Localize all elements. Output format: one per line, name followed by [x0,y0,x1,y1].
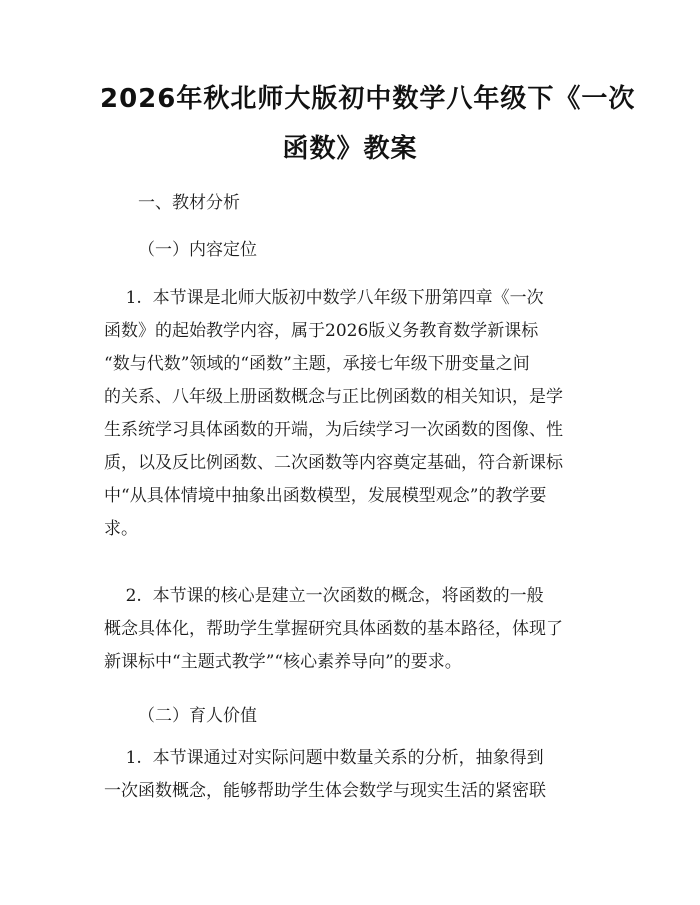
subsection-heading-educational-value: （二）育人价值 [138,706,257,726]
document-title-line-1: 2026年秋北师大版初中数学八年级下《一次 [100,84,636,114]
paragraph-3 [104,747,596,813]
paragraph-line: “数与代数”领域的“函数”主题，承接七年级下册变量之间 [104,354,530,374]
paragraph-line: 的关系、八年级上册函数概念与正比例函数的相关知识，是学 [104,387,563,407]
paragraph-line: 新课标中“主题式教学”“核心素养导向”的要求。 [104,652,462,672]
paragraph-2 [104,585,596,684]
paragraph-line: 2. 本节课的核心是建立一次函数的概念，将函数的一般 [104,586,544,606]
paragraph-line: 一次函数概念，能够帮助学生体会数学与现实生活的紧密联 [104,781,546,801]
paragraph-line: 1. 本节课是北师大版初中数学八年级下册第四章《一次 [104,288,544,308]
document-title-line-2: 函数》教案 [282,134,418,164]
paragraph-line: 求。 [104,519,138,539]
paragraph-1 [104,287,596,551]
paragraph-line: 中“从具体情境中抽象出函数模型，发展模型观念”的教学要 [104,486,547,506]
paragraph-line: 概念具体化，帮助学生掌握研究具体函数的基本路径，体现了 [104,619,563,639]
paragraph-line: 1. 本节课通过对实际问题中数量关系的分析，抽象得到 [104,748,544,768]
paragraph-line: 生系统学习具体函数的开端，为后续学习一次函数的图像、性 [104,420,563,440]
subsection-heading-content-positioning: （一）内容定位 [138,240,257,260]
section-heading: 一、教材分析 [138,193,240,213]
paragraph-line: 函数》的起始教学内容，属于2026版义务教育数学新课标 [104,321,539,341]
paragraph-line: 质，以及反比例函数、二次函数等内容奠定基础，符合新课标 [104,453,563,473]
